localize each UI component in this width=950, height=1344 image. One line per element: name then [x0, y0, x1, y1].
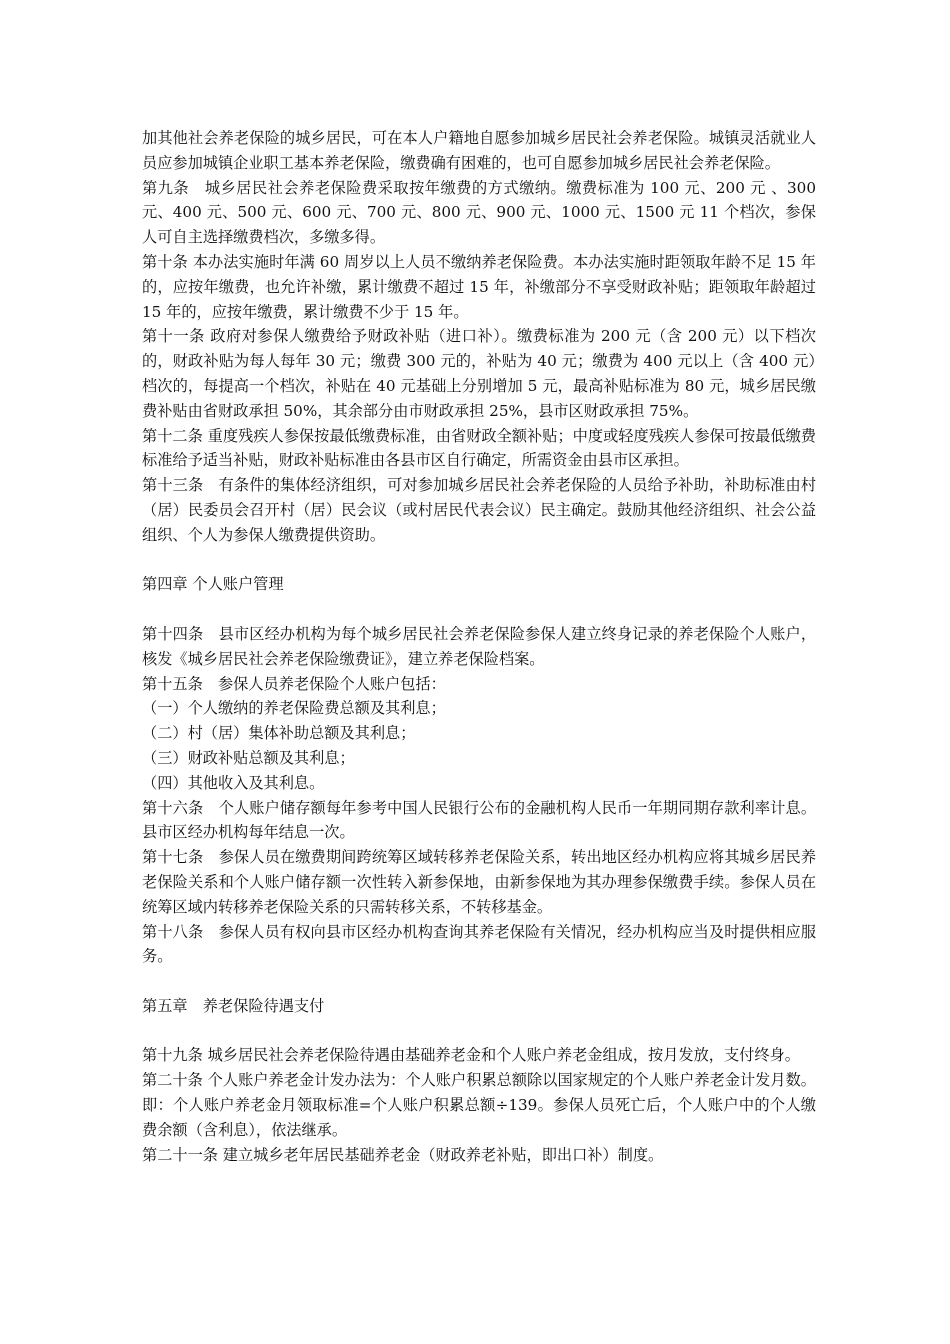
article-10: 第十条 本办法实施时年满 60 周岁以上人员不缴纳养老保险费。本办法实施时距领取年龄不足 15 年的，应按年缴费，也允许补缴，累计缴费不超过 15 年，补缴部分不享受财政补贴；距领取年龄超过 15 年的，应按年缴费，累计缴费不少于 15 年。	[142, 252, 816, 321]
article-18: 第十八条 参保人员有权向县市区经办机构查询其养老保险有关情况，经办机构应当及时提供相应服务。	[142, 922, 816, 966]
blank-line	[142, 969, 816, 994]
article-15-item-1: （一）个人缴纳的养老保险费总额及其利息；	[142, 699, 446, 718]
article-16: 第十六条 个人账户储存额每年参考中国人民银行公布的金融机构人民币一年期同期存款利率计息。县市区经办机构每年结息一次。	[142, 798, 816, 842]
article-20: 第二十条 个人账户养老金计发办法为：个人账户积累总额除以国家规定的个人账户养老金计发月数。即：个人账户养老金月领取标准=个人账户积累总额÷139。参保人员死亡后，个人账户中的个人缴费余额（含利息），依法继承。	[142, 1071, 816, 1139]
paragraph-continuation: 加其他社会养老保险的城乡居民，可在本人户籍地自愿参加城乡居民社会养老保险。城镇灵活就业人员应参加城镇企业职工基本养老保险，缴费确有困难的，也可自愿参加城乡居民社会养老保险。	[142, 129, 816, 172]
article-15: 第十五条 参保人员养老保险个人账户包括：	[142, 674, 446, 693]
blank-line	[142, 548, 816, 573]
article-15-item-4: （四）其他收入及其利息。	[142, 773, 325, 792]
article-17: 第十七条 参保人员在缴费期间跨统筹区域转移养老保险关系，转出地区经办机构应将其城乡居民养老保险关系和个人账户储存额一次性转入新参保地，由新参保地为其办理参保缴费手续。参保人员在统筹区域内转移养老保险关系的只需转移关系，不转移基金。	[142, 848, 816, 916]
blank-line	[142, 597, 816, 622]
article-11: 第十一条 政府对参保人缴费给予财政补贴（进口补）。缴费标准为 200 元（含 200 元）以下档次的，财政补贴为每人每年 30 元；缴费 300 元的，补贴为 40 元；缴费为 400 元以上（含 400 元）档次的，每提高一个档次，补贴在 40 元基础上分别增加 5 元，最高补贴标准为 80 元，城乡居民缴费补贴由省财政承担 50%，其余部分由市财政承担 25%，县市区财政承担 75%。	[142, 327, 816, 420]
article-15-item-2: （二）村（居）集体补助总额及其利息；	[142, 724, 416, 743]
article-9: 第九条 城乡居民社会养老保险费采取按年缴费的方式缴纳。缴费标准为 100 元、200 元 、300 元、400 元、500 元、600 元、700 元、800 元、900 元、1000 元、1500 元 11 个档次，参保人可自主选择缴费档次，多缴多得。	[142, 178, 816, 247]
article-19: 第十九条 城乡居民社会养老保险待遇由基础养老金和个人账户养老金组成，按月发放，支付终身。	[142, 1046, 800, 1065]
article-14: 第十四条 县市区经办机构为每个城乡居民社会养老保险参保人建立终身记录的养老保险个人账户，核发《城乡居民社会养老保险缴费证》，建立养老保险档案。	[142, 624, 816, 668]
article-15-item-3: （三）财政补贴总额及其利息；	[142, 748, 355, 767]
article-12: 第十二条 重度残疾人参保按最低缴费标准，由省财政全额补贴；中度或轻度残疾人参保可按最低缴费标准给予适当补贴，财政补贴标准由各县市区自行确定，所需资金由县市区承担。	[142, 426, 816, 470]
article-21: 第二十一条 建立城乡老年居民基础养老金（财政养老补贴，即出口补）制度。	[142, 1145, 664, 1164]
chapter-5-heading: 第五章 养老保险待遇支付	[142, 996, 325, 1015]
document-body	[142, 126, 816, 1167]
chapter-4-heading: 第四章 个人账户管理	[142, 575, 284, 594]
article-13: 第十三条 有条件的集体经济组织，可对参加城乡居民社会养老保险的人员给予补助，补助标准由村（居）民委员会召开村（居）民会议（或村居民代表会议）民主确定。鼓励其他经济组织、社会公益组织、个人为参保人缴费提供资助。	[142, 476, 816, 544]
blank-line	[142, 1019, 816, 1044]
